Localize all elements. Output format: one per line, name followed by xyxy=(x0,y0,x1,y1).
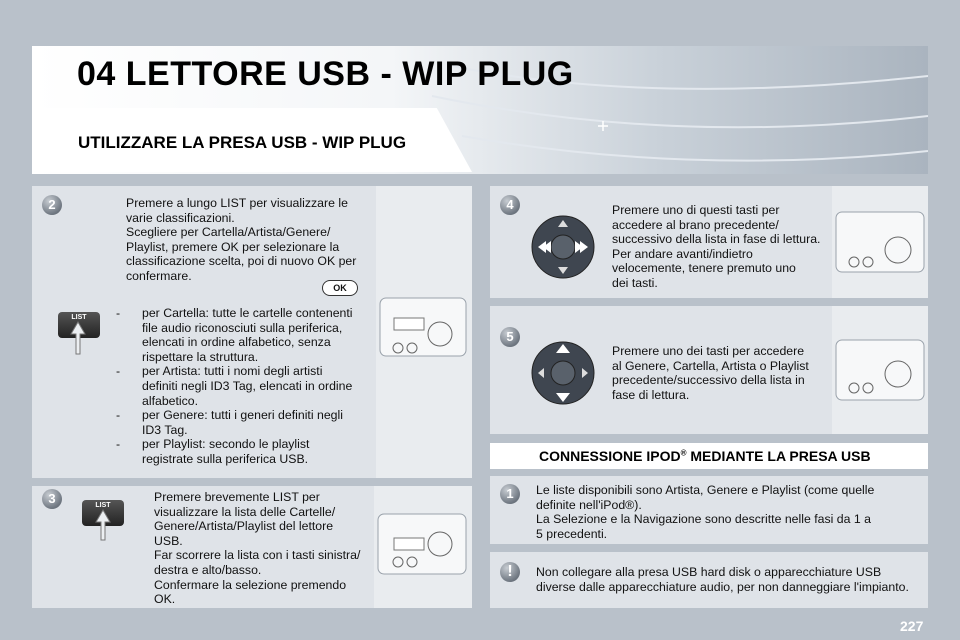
step3-line: USB. xyxy=(154,533,183,548)
step4-line: Premere uno di questi tasti per xyxy=(612,203,780,217)
step3-line: Genere/Artista/Playlist del lettore xyxy=(154,519,334,534)
step3-line: Far scorrere la lista con i tasti sinistra/ xyxy=(154,548,361,563)
step-badge-3: 3 xyxy=(42,489,62,509)
step3-radio-image xyxy=(374,486,472,608)
bullet-cartella xyxy=(114,306,374,364)
step3-line: visualizzare la lista delle Cartelle/ xyxy=(154,504,336,519)
bullet-line: registrate sulla periferica USB. xyxy=(142,451,309,466)
step4-radio-image xyxy=(832,186,928,298)
warning-line: Non collegare alla presa USB hard disk o apparecchiature USB xyxy=(536,565,882,579)
step3-line: destra e alto/basso. xyxy=(154,562,262,577)
step4-line: dei tasti. xyxy=(612,275,658,290)
bullet-line: - per Cartella: tutte le cartelle contenenti xyxy=(142,306,353,320)
connection-line: La Selezione e la Navigazione sono descritte nelle fasi da 1 a xyxy=(536,512,871,527)
step-badge-4: 4 xyxy=(500,195,520,215)
radio-unit-icon xyxy=(832,306,928,434)
bullet-line: alfabetico. xyxy=(142,393,199,408)
page-number: 227 xyxy=(900,618,924,634)
step3-text xyxy=(154,490,374,607)
step4-line: successivo della lista in fase di lettura. xyxy=(612,232,821,247)
step-badge-2: 2 xyxy=(42,195,62,215)
step2-intro-line: Premere a lungo LIST per visualizzare le xyxy=(126,196,348,210)
connection-line: 5 precedenti. xyxy=(536,526,608,541)
step2-intro-line: varie classificazioni. xyxy=(126,210,235,225)
connection-line: definite nell'iPod®). xyxy=(536,497,642,512)
step3-line: Premere brevemente LIST per xyxy=(154,490,320,504)
bullet-line: ID3 Tag. xyxy=(142,422,188,437)
step5-line: precedente/successivo della lista in xyxy=(612,373,805,388)
step2-intro-line: classificazione scelta, poi di nuovo OK per xyxy=(126,254,357,269)
bullet-genere xyxy=(114,408,374,437)
bullet-line: definiti negli ID3 Tag, elencati in ordine xyxy=(142,378,353,393)
warning-line: diverse dalle apparecchiature audio, per non danneggiare l'impianto. xyxy=(536,579,909,594)
step4-text xyxy=(612,203,832,291)
step2-bullet-list xyxy=(114,306,374,467)
navigation-pad-icon xyxy=(530,214,596,280)
step5-line: al Genere, Cartella, Artista o Playlist xyxy=(612,358,809,373)
navigation-pad-icon xyxy=(530,340,596,406)
step4-line: Per andare avanti/indietro xyxy=(612,246,753,261)
bullet-line: - per Artista: tutti i nomi degli artisti xyxy=(142,364,323,379)
radio-unit-icon xyxy=(376,186,472,478)
connection-title xyxy=(539,448,871,464)
warning-icon: ! xyxy=(500,562,520,582)
radio-unit-icon xyxy=(832,186,928,298)
step5-line: Premere uno dei tasti per accedere xyxy=(612,344,805,358)
bullet-line: - per Genere: tutti i generi definiti negli xyxy=(142,408,343,423)
bullet-line: elencati in ordine alfabetico, senza xyxy=(142,335,331,350)
step2-intro-line: Scegliere per Cartella/Artista/Genere/ xyxy=(126,225,331,240)
connection-title-part: CONNESSIONE IPOD xyxy=(539,448,681,464)
step5-radio-image xyxy=(832,306,928,434)
press-arrow-icon xyxy=(93,508,113,542)
registered-mark: ® xyxy=(680,448,687,458)
list-button-illustration: LIST xyxy=(58,312,100,338)
step2-radio-image xyxy=(376,186,472,478)
step-badge-1: 1 xyxy=(500,484,520,504)
step5-text xyxy=(612,344,832,402)
radio-unit-icon xyxy=(374,486,472,608)
step-badge-5: 5 xyxy=(500,327,520,347)
step5-line: fase di lettura. xyxy=(612,387,690,402)
bullet-line: file audio riconosciuti sulla periferica, xyxy=(142,320,343,335)
ok-button-illustration: OK xyxy=(322,280,358,296)
warning-text xyxy=(536,565,924,594)
bullet-line: - per Playlist: secondo le playlist xyxy=(142,437,310,452)
connection-text xyxy=(536,483,924,541)
bullet-playlist xyxy=(114,437,374,466)
press-arrow-icon xyxy=(68,320,88,356)
section-subtitle: UTILIZZARE LA PRESA USB - WIP PLUG xyxy=(78,133,407,152)
bullet-line: rispettare la struttura. xyxy=(142,349,259,364)
step3-line: OK. xyxy=(154,592,176,607)
step2-intro-line: confermare. xyxy=(126,268,192,283)
bullet-artista xyxy=(114,364,374,408)
step4-line: velocemente, tenere premuto uno xyxy=(612,261,796,276)
connection-title-part: MEDIANTE LA PRESA USB xyxy=(686,448,871,464)
step3-line: Confermare la selezione premendo xyxy=(154,577,347,592)
step2-intro-line: Playlist, premere OK per selezionare la xyxy=(126,239,340,254)
connection-line: Le liste disponibili sono Artista, Genere e Playlist (come quelle xyxy=(536,483,875,497)
list-button-illustration: LIST xyxy=(82,500,124,526)
page-title: 04 LETTORE USB - WIP PLUG xyxy=(77,55,574,93)
step2-intro-text xyxy=(126,196,371,284)
step4-line: accedere al brano precedente/ xyxy=(612,217,779,232)
